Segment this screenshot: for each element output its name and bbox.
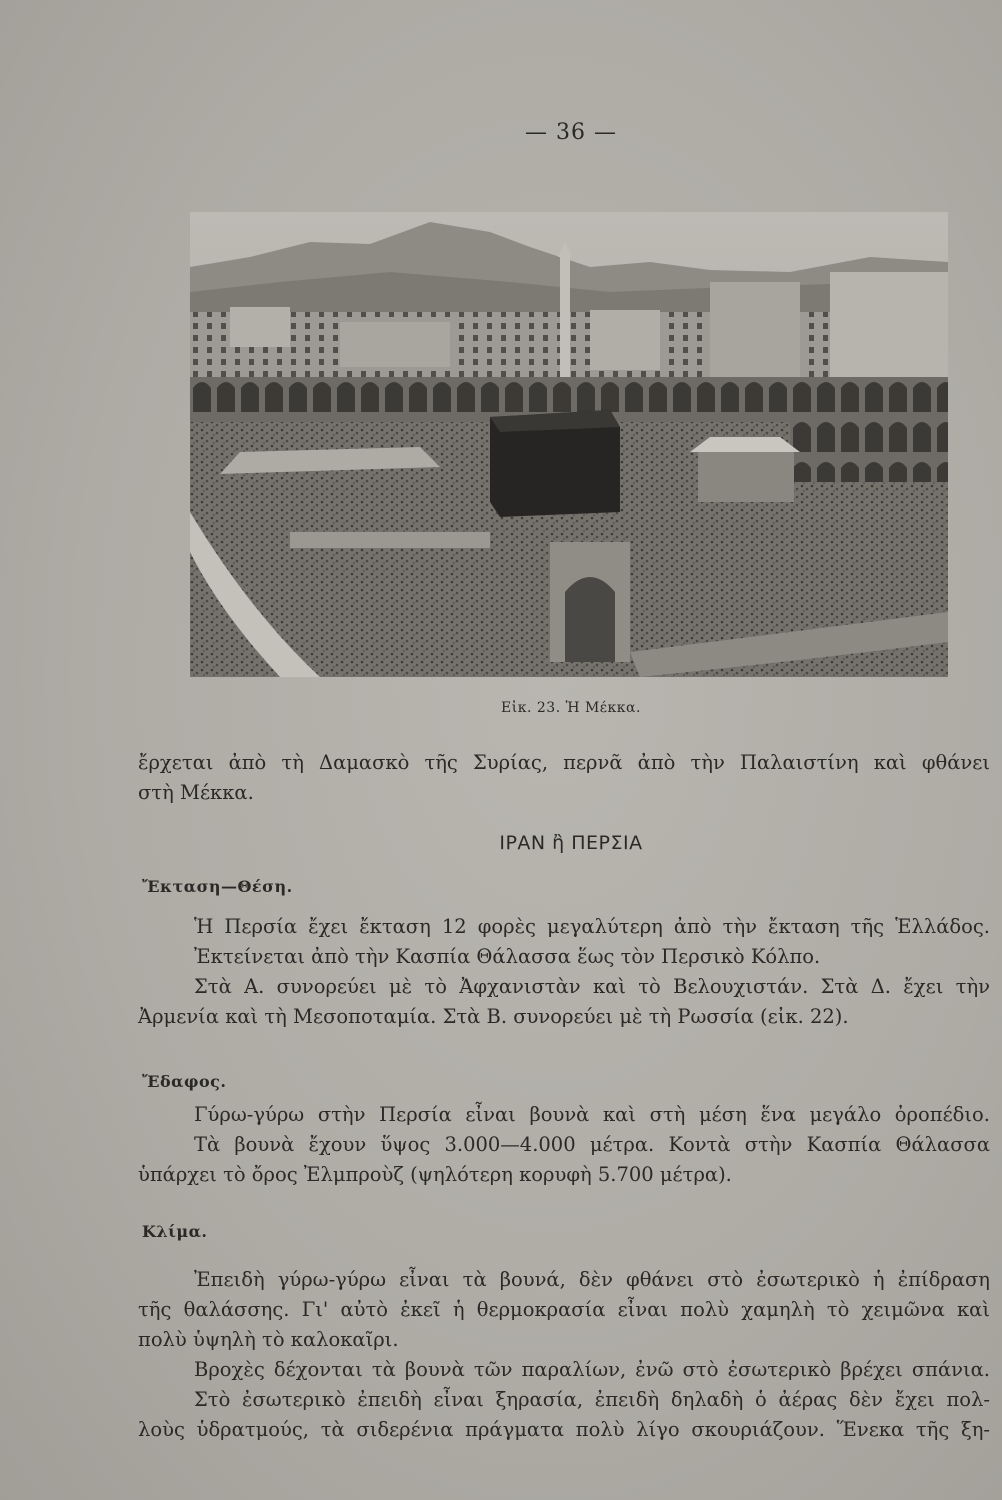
section-body-climate xyxy=(138,1265,990,1445)
section-heading-climate: Κλίμα. xyxy=(142,1222,208,1241)
section-body-area-position xyxy=(138,912,990,1032)
text-line: τῆς θαλάσσης. Γι' αὐτὸ ἐκεῖ ἡ θερμοκρασία εἶναι πολὺ χαμηλὴ τὸ χειμῶνα καὶ xyxy=(138,1298,990,1321)
figure-caption: Εἰκ. 23. Ἡ Μέκκα. xyxy=(501,700,641,716)
text-line: Ἐπειδὴ γύρω-γύρω εἶναι τὰ βουνά, δὲν φθάνει στὸ ἐσωτερικὸ ἡ ἐπίδραση xyxy=(194,1268,990,1291)
page-number: — 36 — xyxy=(525,120,617,145)
text-line: Ἐκτείνεται ἀπὸ τὴν Κασπία Θάλασσα ἕως τὸν Περσικὸ Κόλπο. xyxy=(194,945,821,968)
text-line: Ἀρμενία καὶ τὴ Μεσοποταμία. Στὰ Β. συνορεύει μὲ τὴ Ρωσσία (εἰκ. 22). xyxy=(138,1005,849,1028)
text-line: Γύρω-γύρω στὴν Περσία εἶναι βουνὰ καὶ στὴ μέση ἕνα μεγάλο ὀροπέδιο. xyxy=(194,1103,990,1126)
mecca-photo-illustration xyxy=(190,212,948,677)
text-line: πολὺ ὑψηλὴ τὸ καλοκαῖρι. xyxy=(138,1328,399,1351)
text-line: ἔρχεται ἀπὸ τὴ Δαμασκὸ τῆς Συρίας, περνᾶ ἀπὸ τὴν Παλαιστίνη καὶ φθάνει xyxy=(138,751,990,774)
section-title: ΙΡΑΝ ἢ ΠΕΡΣΙΑ xyxy=(499,832,643,854)
section-heading-terrain: Ἔδαφος. xyxy=(142,1072,227,1091)
text-line: ὑπάρχει τὸ ὄρος Ἐλμπροὺζ (ψηλότερη κορυφὴ 5.700 μέτρα). xyxy=(138,1163,732,1186)
text-line: Ἡ Περσία ἔχει ἔκταση 12 φορὲς μεγαλύτερη ἀπὸ τὴν ἔκταση τῆς Ἑλλάδος. xyxy=(194,915,990,938)
mecca-photograph xyxy=(190,212,948,677)
text-line: στὴ Μέκκα. xyxy=(138,781,254,804)
text-line: λοὺς ὑδρατμούς, τὰ σιδερένια πράγματα πολὺ λίγο σκουριάζουν. Ἕνεκα τῆς ξη- xyxy=(138,1418,990,1441)
text-line: Τὰ βουνὰ ἔχουν ὕψος 3.000—4.000 μέτρα. Κοντὰ στὴν Κασπία Θάλασσα xyxy=(194,1133,990,1156)
text-line: Στὸ ἐσωτερικὸ ἐπειδὴ εἶναι ξηρασία, ἐπειδὴ δηλαδὴ ὁ ἀέρας δὲν ἔχει πολ- xyxy=(194,1388,990,1411)
section-body-terrain xyxy=(138,1100,990,1190)
section-heading-area-position: Ἔκταση—Θέση. xyxy=(142,877,293,896)
text-line: Βροχὲς δέχονται τὰ βουνὰ τῶν παραλίων, ἐνῶ στὸ ἐσωτερικὸ βρέχει σπάνια. xyxy=(194,1358,990,1381)
text-line: Στὰ Α. συνορεύει μὲ τὸ Ἀφχανιστὰν καὶ τὸ Βελουχιστάν. Στὰ Δ. ἔχει τὴν xyxy=(194,975,990,998)
intro-paragraph xyxy=(138,748,990,808)
